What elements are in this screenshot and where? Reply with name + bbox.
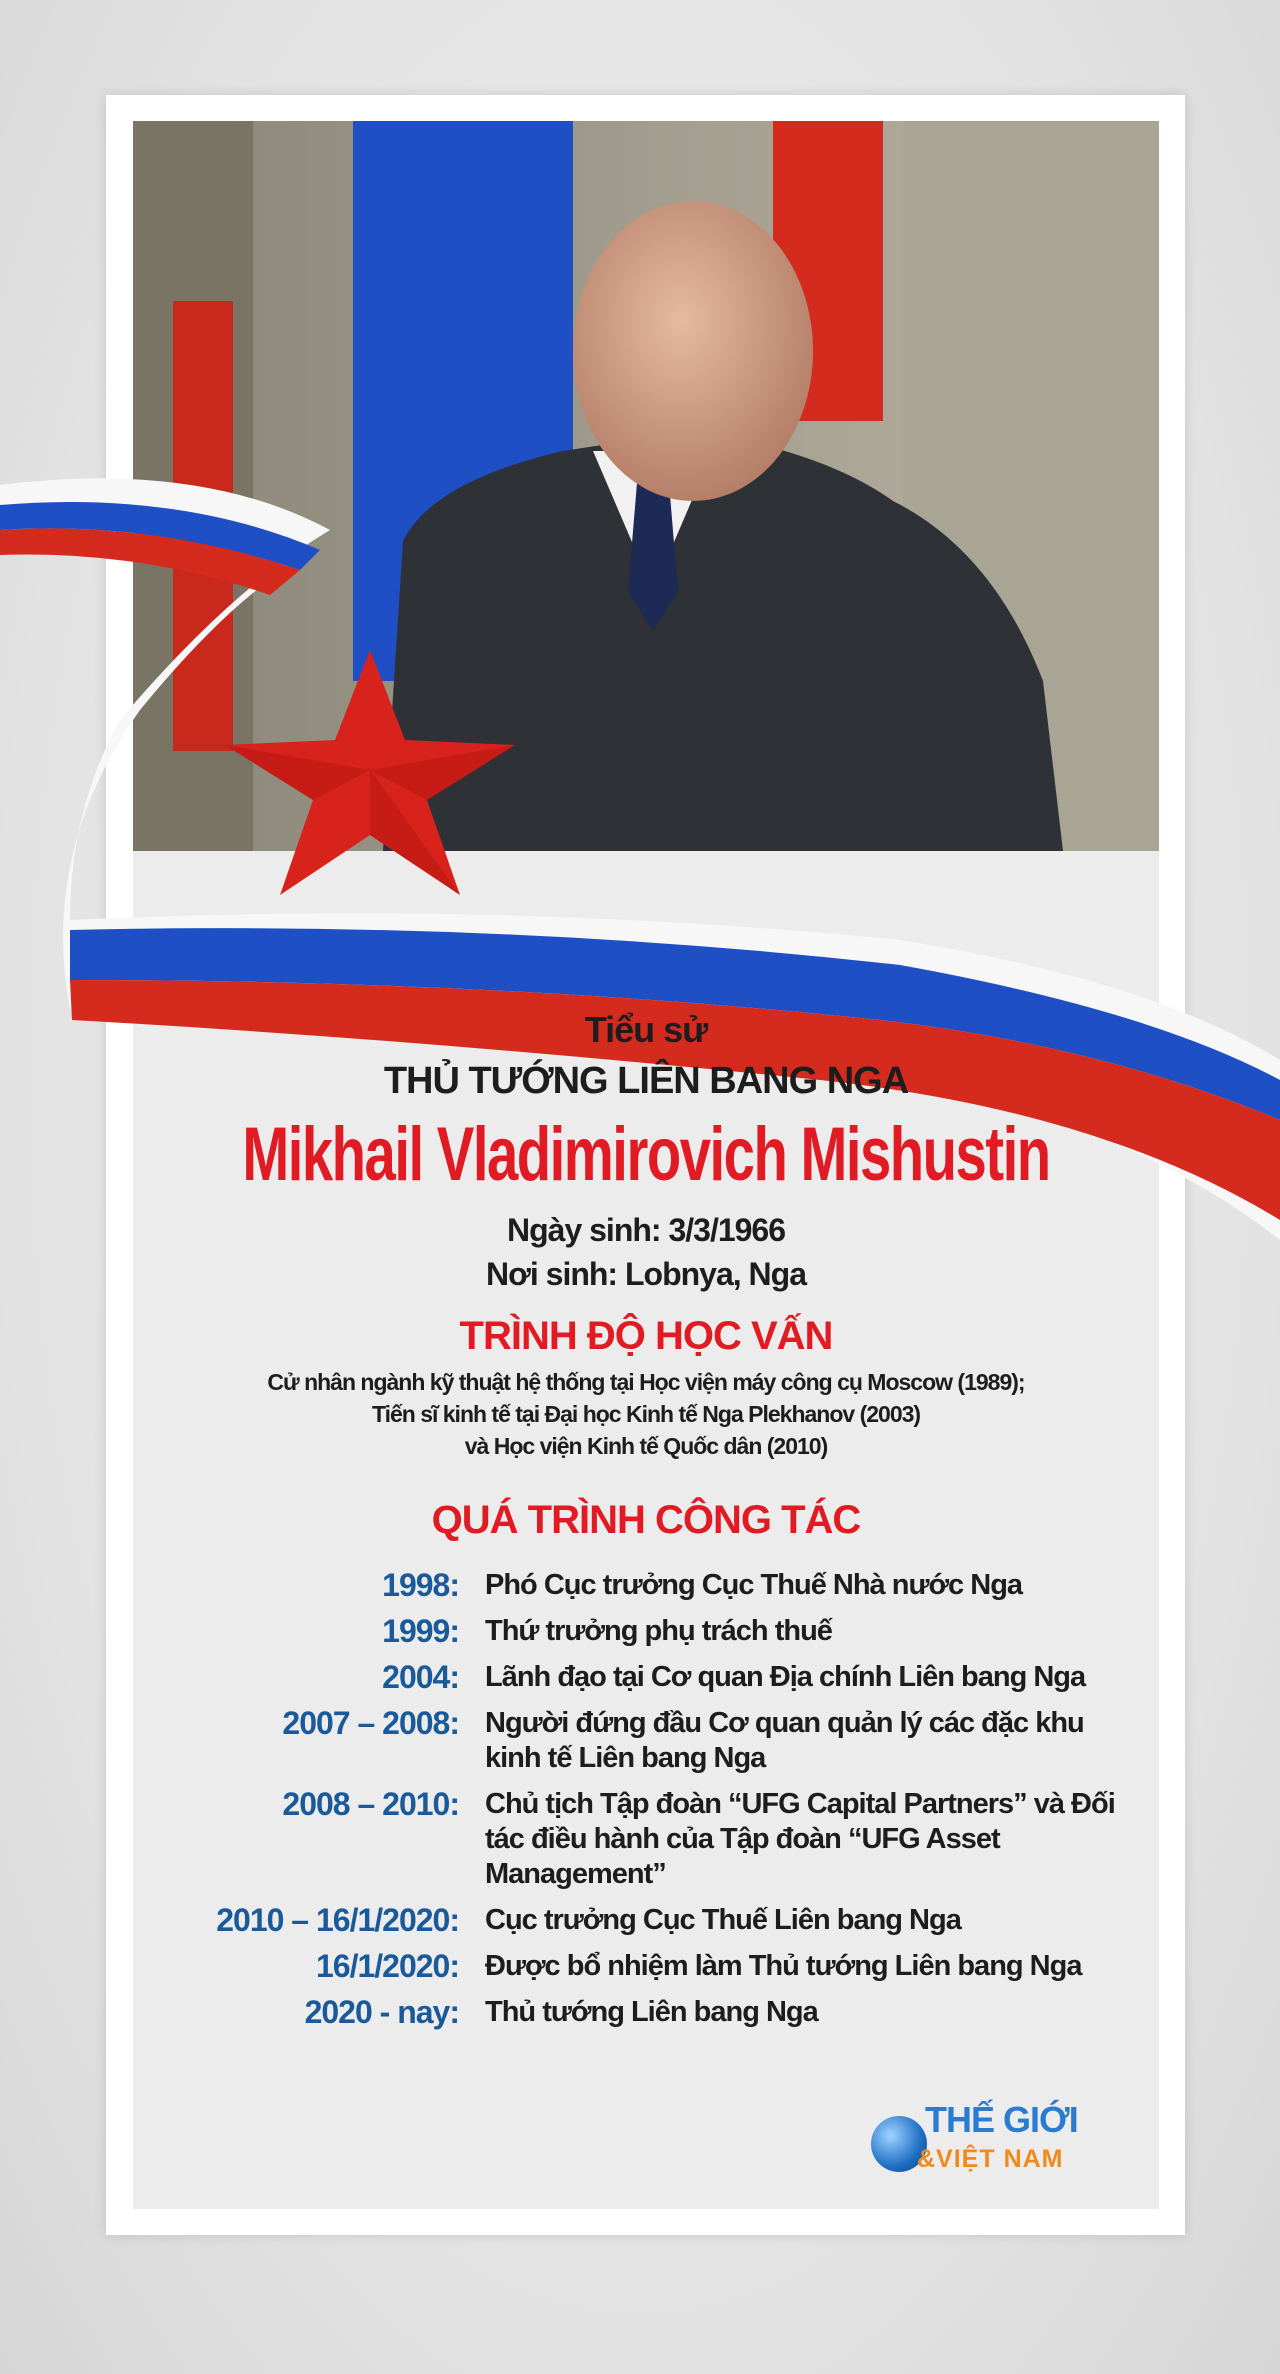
the-gioi-viet-nam-logo <box>871 2100 1101 2180</box>
birth-place: Nơi sinh: Lobnya, Nga <box>486 1256 806 1293</box>
career-timeline <box>133 1568 1159 2030</box>
timeline-year: 2008 – 2010: <box>282 1785 459 1822</box>
birth-date: Ngày sinh: 3/3/1966 <box>506 1211 786 1248</box>
timeline-desc: Được bổ nhiệm làm Thủ tướng Liên bang Nga <box>485 1949 1082 1982</box>
timeline-year: 16/1/2020: <box>315 1947 459 1984</box>
logo-line2: &VIỆT NAM <box>917 2144 1064 2173</box>
timeline-year: 2007 – 2008: <box>282 1704 459 1741</box>
timeline-desc: Chủ tịch Tập đoàn “UFG Capital Partners” và Đối tác điều hành của Tập đoàn “UFG Asset Management” <box>485 1787 1115 1890</box>
education-heading: TRÌNH ĐỘ HỌC VẤN <box>459 1313 833 1358</box>
timeline-desc: Thứ trưởng phụ trách thuế <box>485 1614 832 1647</box>
position-title: THỦ TƯỚNG LIÊN BANG NGA <box>383 1060 909 1103</box>
education-line: và Học viện Kinh tế Quốc dân (2010) <box>464 1432 828 1459</box>
timeline-desc: Lãnh đạo tại Cơ quan Địa chính Liên bang Nga <box>485 1660 1086 1693</box>
education-line: Tiến sĩ kinh tế tại Đại học Kinh tế Nga Plekhanov (2003) <box>371 1400 921 1427</box>
subtitle: Tiểu sử <box>584 1009 708 1050</box>
career-heading: QUÁ TRÌNH CÔNG TÁC <box>431 1497 861 1542</box>
person-name-wrapper <box>133 1109 1159 1201</box>
biography-content <box>133 1008 1159 2180</box>
person-name: Mikhail Vladimirovich Mishustin <box>242 1111 1050 1197</box>
red-star-icon <box>215 640 525 900</box>
timeline-desc: Người đứng đầu Cơ quan quản lý các đặc khu kinh tế Liên bang Nga <box>485 1706 1084 1774</box>
logo-line1: THẾ GIỚI <box>925 2098 1078 2140</box>
timeline-desc: Phó Cục trưởng Cục Thuế Nhà nước Nga <box>485 1568 1023 1601</box>
timeline-desc: Cục trưởng Cục Thuế Liên bang Nga <box>485 1903 961 1936</box>
timeline-year: 2004: <box>382 1658 459 1695</box>
timeline-desc: Thủ tướng Liên bang Nga <box>485 1995 818 2028</box>
timeline-year: 1998: <box>382 1566 459 1603</box>
timeline-year: 2010 – 16/1/2020: <box>216 1901 459 1938</box>
education-line: Cử nhân ngành kỹ thuật hệ thống tại Học viện máy công cụ Moscow (1989); <box>267 1368 1025 1395</box>
timeline-year: 1999: <box>382 1612 459 1649</box>
timeline-year: 2020 - nay: <box>304 1993 459 2030</box>
